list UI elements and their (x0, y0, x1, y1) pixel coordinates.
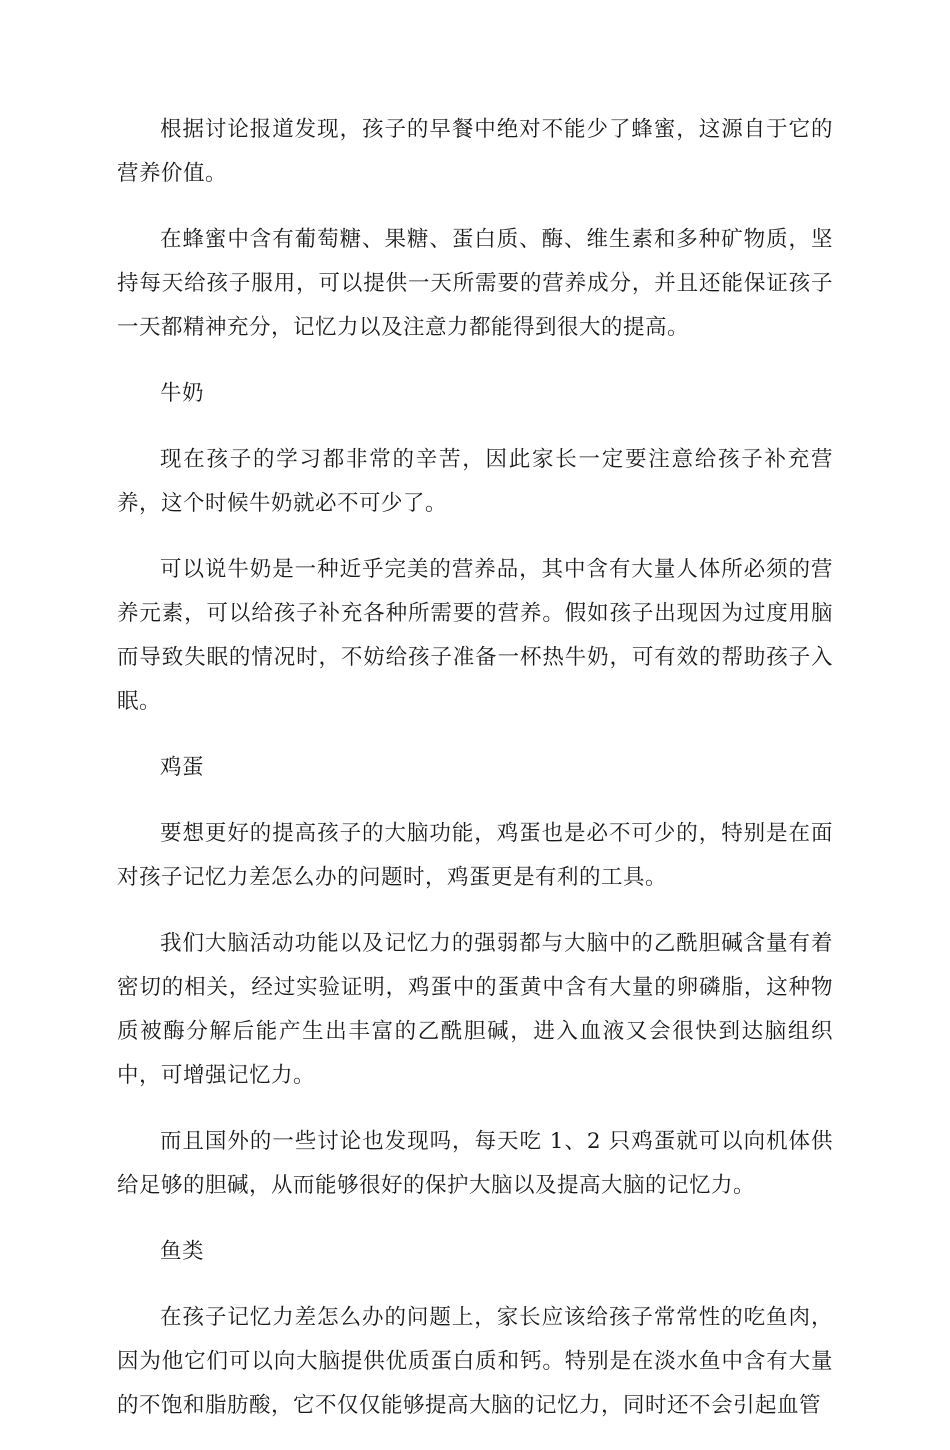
paragraph-egg-choline: 我们大脑活动功能以及记忆力的强弱都与大脑中的乙酰胆碱含量有着密切的相关，经过实验证明，鸡蛋中的蛋黄中含有大量的卵磷脂，这种物质被酶分解后能产生出丰富的乙酰胆碱，进入血液又会很快到达脑组织中，可增强记忆力。 (117, 931, 833, 1088)
heading-fish: 鱼类 (160, 1239, 205, 1264)
paragraph-honey-nutrients: 在蜂蜜中含有葡萄糖、果糖、蛋白质、酶、维生素和多种矿物质，坚持每天给孩子服用，可以提供一天所需要的营养成分，并且还能保证孩子一天都精神充分，记忆力以及注意力都能得到很大的提高。 (117, 227, 833, 340)
paragraph-egg-intro: 要想更好的提高孩子的大脑功能，鸡蛋也是必不可少的，特别是在面对孩子记忆力差怎么办的问题时，鸡蛋更是有利的工具。 (117, 821, 833, 890)
heading-milk: 牛奶 (160, 381, 205, 406)
paragraph-milk-benefits: 可以说牛奶是一种近乎完美的营养品，其中含有大量人体所必须的营养元素，可以给孩子补充各种所需要的营养。假如孩子出现因为过度用脑而导致失眠的情况时，不妨给孩子准备一杯热牛奶，可有效的帮助孩子入眠。 (117, 557, 833, 714)
paragraph-milk-intro: 现在孩子的学习都非常的辛苦，因此家长一定要注意给孩子补充营养，这个时候牛奶就必不可少了。 (117, 447, 833, 516)
document-body (117, 108, 833, 1450)
paragraph-honey-intro: 根据讨论报道发现，孩子的早餐中绝对不能少了蜂蜜，这源自于它的营养价值。 (117, 117, 833, 186)
paragraph-fish: 在孩子记忆力差怎么办的问题上，家长应该给孩子常常性的吃鱼肉，因为他它们可以向大脑提供优质蛋白质和钙。特别是在淡水鱼中含有大量的不饱和脂肪酸，它不仅仅能够提高大脑的记忆力，同时还不会引起血管 (117, 1305, 833, 1418)
heading-egg: 鸡蛋 (160, 755, 205, 780)
paragraph-egg-research: 而且国外的一些讨论也发现吗，每天吃 1、2 只鸡蛋就可以向机体供给足够的胆碱，从而能够很好的保护大脑以及提高大脑的记忆力。 (117, 1129, 833, 1198)
